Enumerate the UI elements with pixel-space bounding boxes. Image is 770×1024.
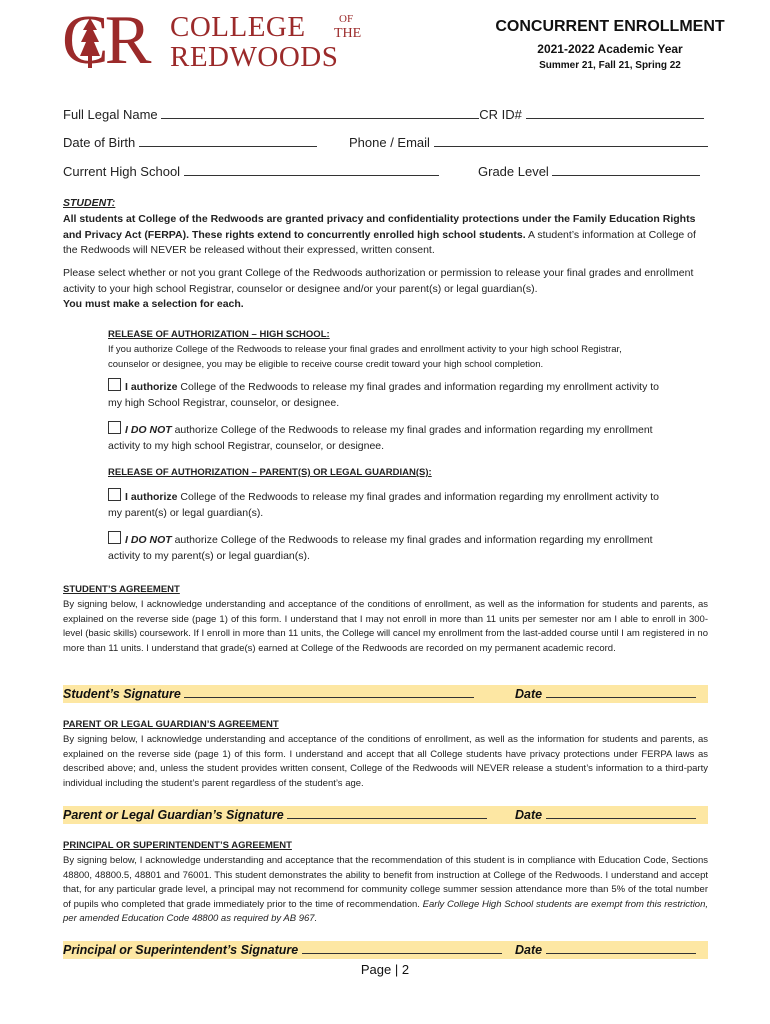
parent-agreement-heading: PARENT OR LEGAL GUARDIAN’S AGREEMENT [63,719,279,730]
logo-of: OF [339,13,354,25]
grade-line[interactable] [552,163,700,176]
dob-line[interactable] [139,134,317,147]
must-select: You must make a selection for each. [63,298,244,310]
phone-field[interactable] [349,134,708,150]
principal-signature-line[interactable] [302,942,502,954]
principal-exempt-note: Early College High School students are exempt from this restriction, per amended Education Code 48800 as required by AB 967. [63,898,709,924]
hs-authorize-option[interactable] [108,378,663,411]
parent-authorize-text: College of the Redwoods to release my final grades and information regarding my enrollment activity to my parent(s) or legal guardian(s). [108,491,660,519]
grade-field[interactable] [478,163,700,179]
logo-cr: CR [62,2,148,79]
ferpa-paragraph [63,212,708,259]
terms: Summer 21, Fall 21, Spring 22 [539,60,681,71]
logo-redwoods: REDWOODS [170,41,339,73]
hs-authorize-checkbox[interactable] [108,378,121,391]
student-date-line[interactable] [546,686,696,698]
student-heading: STUDENT: [63,197,116,209]
crid-label: CR ID# [479,107,522,122]
parent-signature-label: Parent or Legal Guardian’s Signature [63,808,284,822]
student-date-field[interactable] [515,685,696,703]
select-text: Please select whether or not you grant College of the Redwoods authorization or permission to release your final grades and enrollment activity to your high school Registrar, counselor or designee and/or your parent(s) or legal guardian(s). [63,267,694,295]
principal-agreement-heading: PRINCIPAL OR SUPERINTENDENT’S AGREEMENT [63,840,292,851]
hs-do-not-text: authorize College of the Redwoods to release my final grades and information regarding my enrollment activity to my high school Registrar, counselor, or designee. [108,424,653,452]
parent-authorize-option[interactable] [108,488,663,521]
select-paragraph [63,266,708,313]
parent-do-not-checkbox[interactable] [108,531,121,544]
full-name-line[interactable] [161,106,479,119]
principal-signature-row[interactable] [63,941,708,959]
hs-authorize-text: College of the Redwoods to release my final grades and information regarding my enrollment activity to my high School Registrar, counselor, or designee. [108,381,660,409]
logo-the: THE [334,26,362,41]
parent-date-label: Date [515,808,543,822]
full-name-field[interactable] [63,106,704,122]
student-signature-label: Student’s Signature [63,687,181,701]
principal-signature-label: Principal or Superintendent’s Signature [63,943,299,957]
ferpa-rest: A student’s information at College of the Redwoods will NEVER be released without their expressed, written consent. [63,228,696,256]
phone-label: Phone / Email [349,135,430,150]
school-field[interactable] [63,163,439,179]
crid-line[interactable] [526,106,704,119]
parent-authorize-bold: I authorize [125,491,178,503]
form-title: CONCURRENT ENROLLMENT [495,18,725,35]
principal-agreement-text [63,854,708,927]
parent-signature-row[interactable] [63,806,708,824]
hs-do-not-bold: I DO NOT [125,424,172,436]
hs-authorize-bold: I authorize [125,381,178,393]
student-agreement-heading: STUDENT’S AGREEMENT [63,584,180,595]
parent-do-not-option[interactable] [108,531,663,564]
hs-do-not-option[interactable] [108,421,663,454]
parent-agreement-text: By signing below, I acknowledge understanding and acceptance of the conditions of enrollment, as well as the information for students and parents, as explained on the reverse side (page 1) of this form. I understand and accept that all College students have privacy protections under FERPA laws as described above; and, unless the student provides written consent, College of the Redwoods will NEVER release a student’s information to a third-party individual including the student’s parent regardless of the student’s age. [63,734,708,789]
student-agreement-text: By signing below, I acknowledge understanding and acceptance of the conditions of enrollment, as well as the information for students and parents, as explained on the reverse side (page 1) of this form. I understand that I may not enroll in more than 11 units per semester nor am I able to enroll in 300-level (basic skills) coursework. If I enroll in more than 11 units, the College will cancel my enrollment from the last-added course until I am registered in no more than 11 units. I understand that grade(s) earned at College of the Redwoods are recorded on my permanent academic record. [63,599,708,654]
parent-authorize-checkbox[interactable] [108,488,121,501]
academic-year: 2021-2022 Academic Year [537,42,683,56]
parent-date-field[interactable] [515,806,696,824]
parent-date-line[interactable] [546,807,696,819]
page-number: Page | 2 [360,962,410,977]
principal-date-label: Date [515,943,543,957]
hs-do-not-checkbox[interactable] [108,421,121,434]
student-signature-line[interactable] [184,686,474,698]
principal-agreement-body: By signing below, I acknowledge understanding and acceptance that the recommendation of this student is in compliance with Education Code, Sections 48800, 48800.5, 48801 and 76001. This student demonstrates the ability to benefit from instruction at College of the Redwoods. I understand and accept that, for any particular grade level, a principal may not recommend for community college summer session attendance more than 5% of the total number of pupils who completed that grade immediately prior to the time of recommendation. [63,855,708,910]
dob-label: Date of Birth [63,135,136,150]
logo-college: COLLEGE [170,11,306,43]
student-signature-row[interactable] [63,685,708,703]
grade-label: Grade Level [478,164,549,179]
principal-date-field[interactable] [515,941,696,959]
ferpa-bold: All students at College of the Redwoods are granted privacy and confidentiality protections under the Family Education Rights and Privacy Act (FERPA). These rights extend to concurrently enrolled high school students. [63,213,696,241]
dob-field[interactable] [63,134,317,150]
student-date-label: Date [515,687,543,701]
full-name-label: Full Legal Name [63,107,158,122]
principal-date-line[interactable] [546,942,696,954]
hs-release-heading: RELEASE OF AUTHORIZATION – HIGH SCHOOL: [108,329,330,340]
parent-signature-line[interactable] [287,807,487,819]
hs-release-text: If you authorize College of the Redwoods to release your final grades and enrollment activity to your high school Registrar, counselor or designee, you may be eligible to receive course credit toward your high school completion. [108,344,622,370]
school-line[interactable] [184,163,439,176]
parent-release-heading: RELEASE OF AUTHORIZATION – PARENT(S) OR LEGAL GUARDIAN(S): [108,467,432,478]
parent-do-not-bold: I DO NOT [125,534,172,546]
parent-do-not-text: authorize College of the Redwoods to release my final grades and information regarding my enrollment activity to my parent(s) or legal guardian(s). [108,534,653,562]
school-label: Current High School [63,164,181,179]
phone-line[interactable] [434,134,708,147]
